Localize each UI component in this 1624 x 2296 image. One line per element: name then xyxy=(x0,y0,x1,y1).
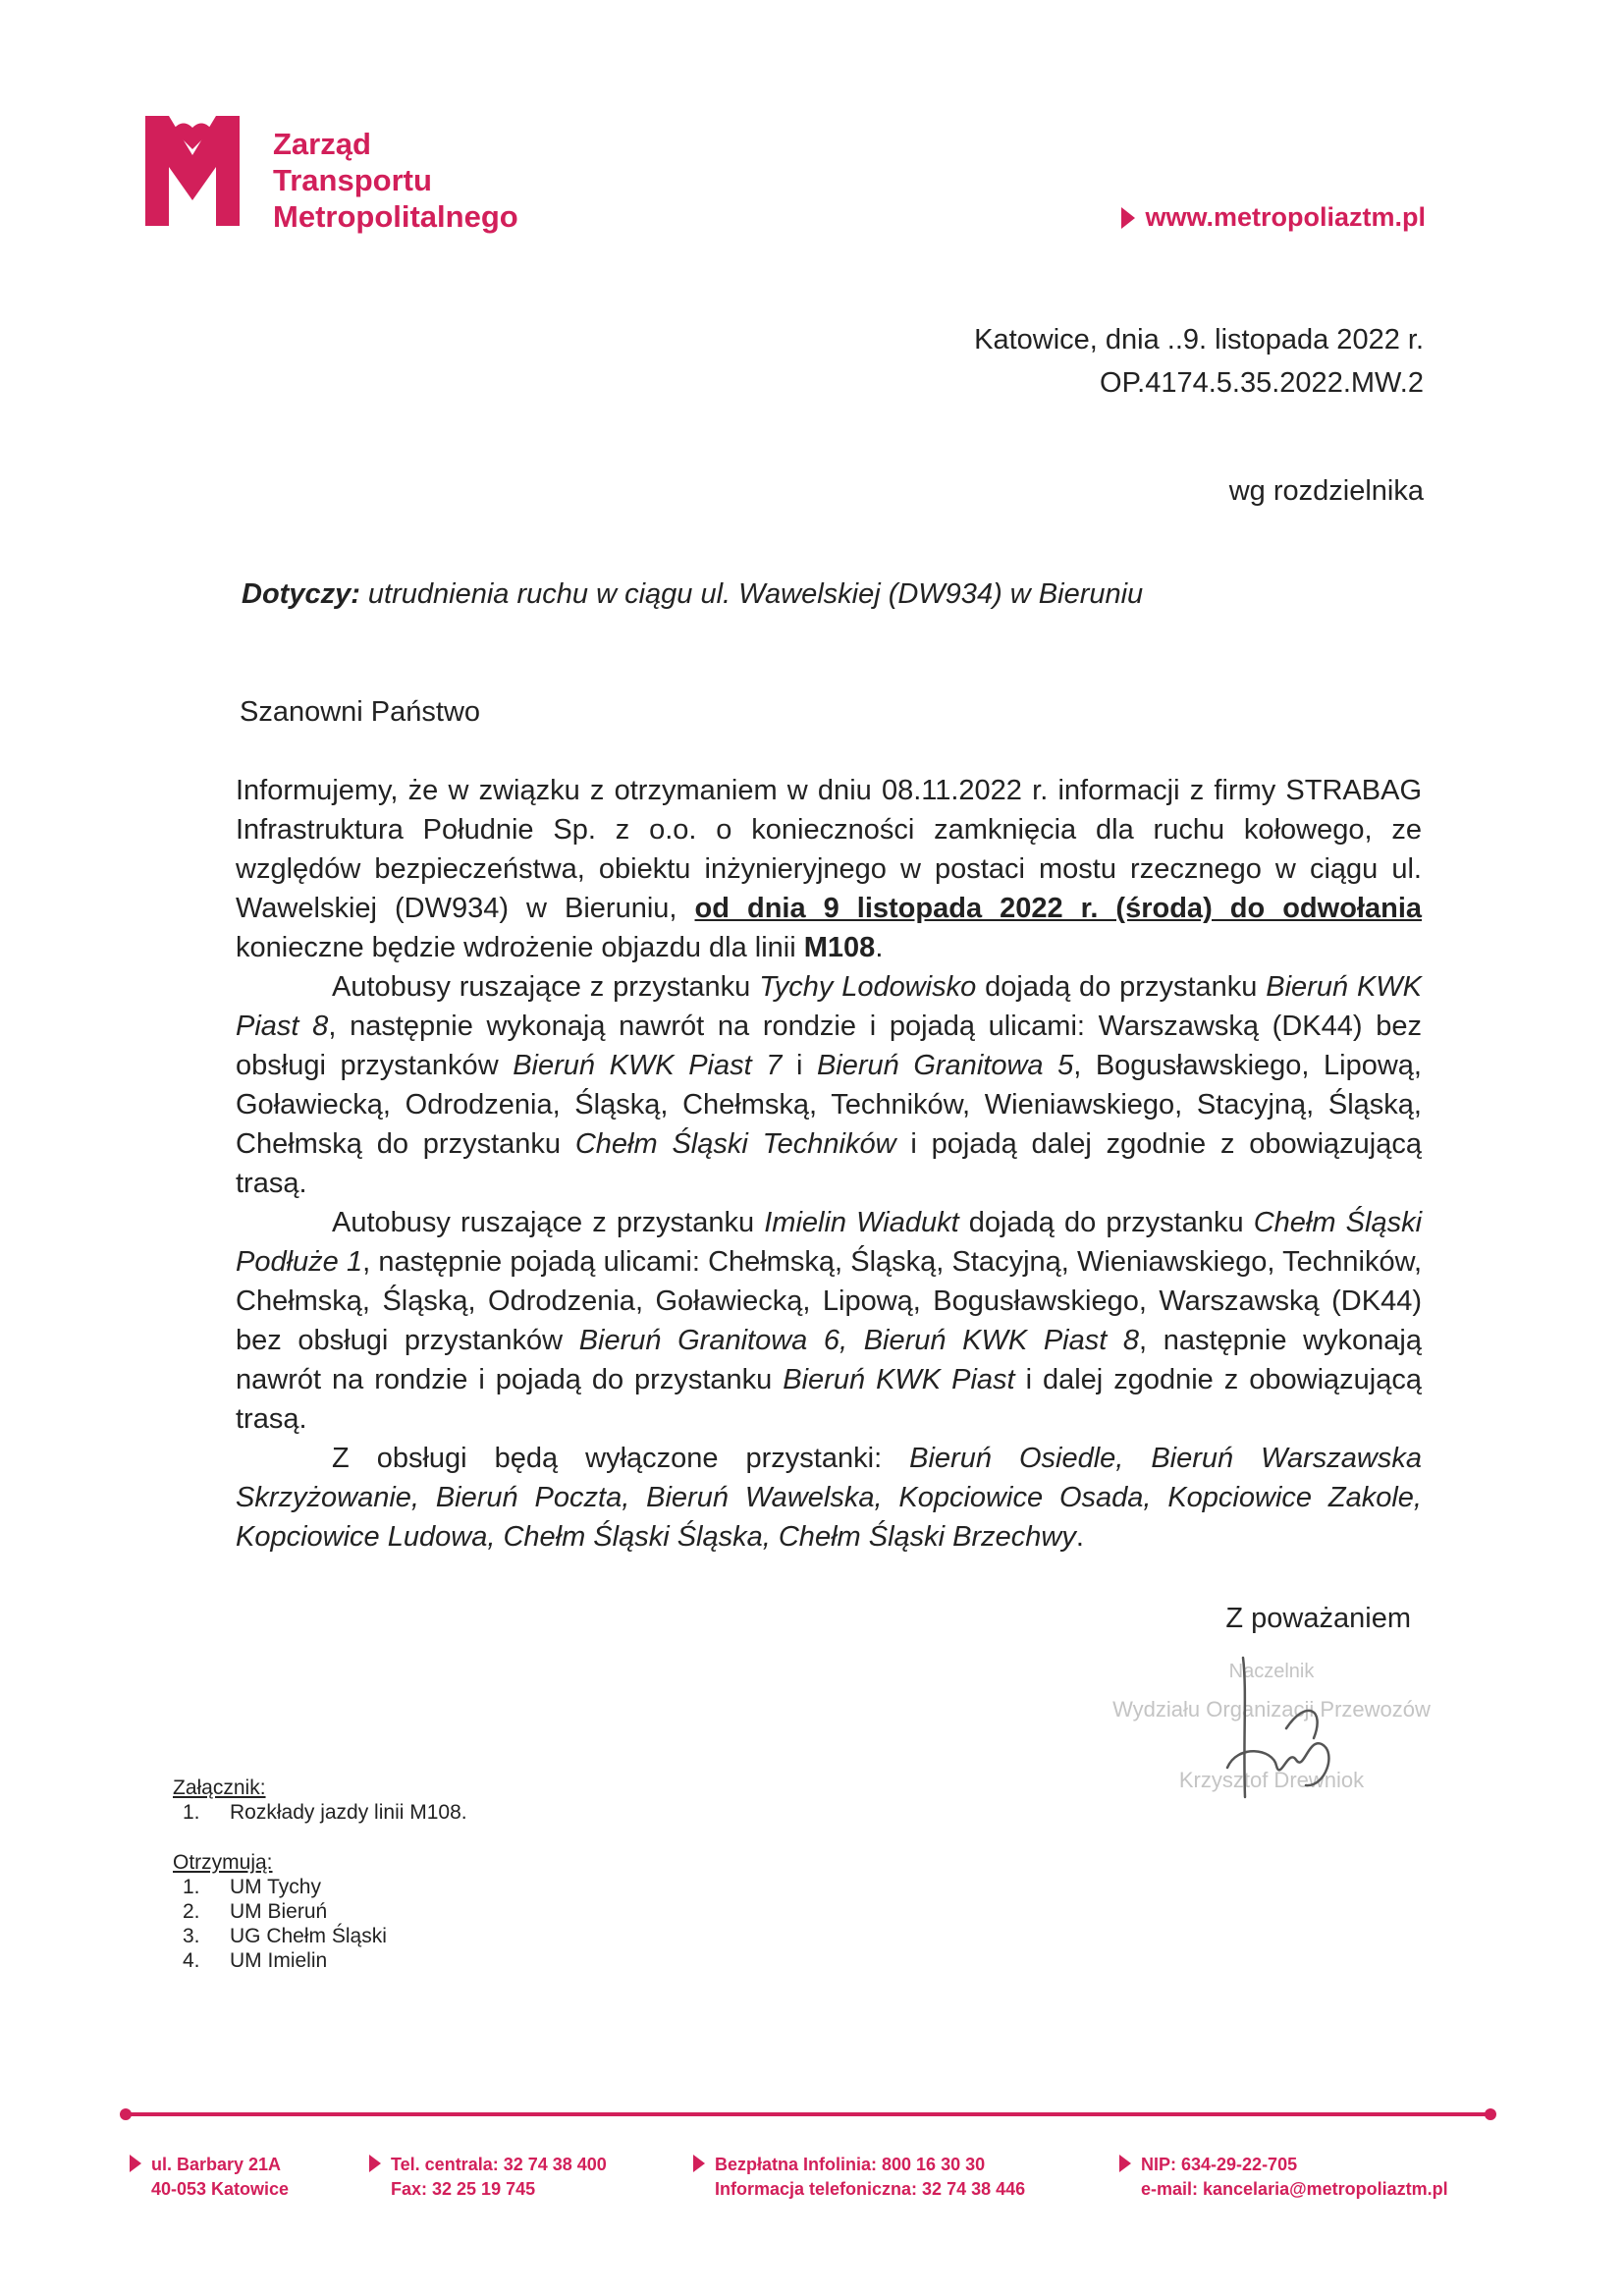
recipient-line: wg rozdzielnika xyxy=(1228,475,1424,507)
date-line: Katowice, dnia ..9. listopada 2022 r. xyxy=(974,324,1424,355)
list-item xyxy=(173,1800,467,1825)
p3-text-b: dojadą do przystanku xyxy=(968,1207,1244,1238)
list-item xyxy=(173,1948,387,1973)
org-name-line-2: Transportu xyxy=(273,163,432,197)
p2-text-b: dojadą do przystanku xyxy=(985,971,1258,1003)
phone-information: Informacja telefoniczna: 32 74 38 446 xyxy=(715,2179,1026,2199)
org-name-line-1: Zarząd xyxy=(273,127,371,161)
p3-text-d: , następnie wykonają nawrót na rondzie i pojadą do przystanku xyxy=(236,1325,1423,1395)
p2-text-f: i pojadą dalej zgodnie z obowiązującą trasą. xyxy=(236,1128,1423,1199)
p1-text-a: Informujemy, że w związku z otrzymaniem w dniu 08.11.2022 r. informacji z firmy STRABAG Infrastruktura Południe Sp. z o.o. o konieczności zamknięcia dla ruchu kołowego, ze względów bezpieczeństwa, obiektu inżynieryjnego w postaci mostu rzecznego w ciągu ul. Wawelskiej (DW934) w Bieruniu, xyxy=(236,775,1422,924)
p1-emphasis: od dnia 9 listopada 2022 r. (środa) do odwołania xyxy=(694,893,1423,924)
item-number: 1. xyxy=(183,1801,200,1824)
arrow-right-icon xyxy=(369,2155,381,2172)
item-text: UM Bieruń xyxy=(230,1900,328,1923)
stop-name: Imielin Wiadukt xyxy=(764,1207,959,1238)
subject-label: Dotyczy: xyxy=(242,578,360,610)
closing: Z poważaniem xyxy=(1225,1603,1411,1634)
attachments-heading: Załącznik: xyxy=(173,1777,266,1799)
footer-address xyxy=(130,2153,289,2202)
list-item xyxy=(173,1875,387,1899)
p2-text-c: , następnie wykonają nawrót na rondzie i pojadą ulicami: Warszawską (DK44) bez obsługi przystanków xyxy=(236,1011,1422,1081)
stop-name: Bieruń KWK Piast 8 xyxy=(236,971,1423,1042)
p3-text-a: Autobusy ruszające z przystanku xyxy=(332,1207,755,1238)
arrow-right-icon xyxy=(1121,207,1135,229)
stop-name: Chełm Śląski Techników xyxy=(574,1128,896,1160)
stop-name: Chełm Śląski Podłuże 1 xyxy=(236,1207,1423,1278)
stamp-line-3: Krzysztof Drewniok xyxy=(1178,1768,1365,1792)
arrow-right-icon xyxy=(1119,2155,1131,2172)
item-text: Rozkłady jazdy linii M108. xyxy=(230,1801,467,1824)
ztm-logo-icon xyxy=(145,116,240,226)
item-text: UM Imielin xyxy=(230,1949,328,1972)
arrow-right-icon xyxy=(130,2155,141,2172)
phone-central: Tel. centrala: 32 74 38 400 xyxy=(391,2155,607,2174)
reference-number: OP.4174.5.35.2022.MW.2 xyxy=(1100,367,1424,399)
item-text: UM Tychy xyxy=(230,1876,321,1898)
footer-phones xyxy=(369,2153,607,2202)
excluded-stops: Bieruń Osiedle, Bieruń Warszawska Skrzyżowanie, Bieruń Poczta, Bieruń Wawelska, Kopciowice Osada, Kopciowice Zakole, Kopciowice Ludowa, Chełm Śląski Śląska, Chełm Śląski Brzechwy xyxy=(236,1443,1422,1553)
signature-stamp xyxy=(1080,1650,1463,1817)
footer-divider xyxy=(126,2112,1490,2116)
recipients-heading: Otrzymują: xyxy=(173,1851,273,1874)
p3-text-c: , następnie pojadą ulicami: Chełmską, Śląską, Stacyjną, Wieniawskiego, Techników, Chełmską, Śląską, Odrodzenia, Goławiecką, Lipową, Bogusławskiego, Warszawską (DK44) bez obsługi przystanków xyxy=(236,1246,1422,1356)
list-item xyxy=(173,1899,387,1924)
paragraph-2 xyxy=(236,967,1422,1203)
p4-text-a: Z obsługi będą wyłączone przystanki: xyxy=(332,1443,883,1474)
item-number: 3. xyxy=(183,1925,200,1947)
footer-contact xyxy=(1119,2153,1448,2202)
item-number: 2. xyxy=(183,1900,200,1923)
arrow-right-icon xyxy=(693,2155,705,2172)
website-text: www.metropoliaztm.pl xyxy=(1145,202,1426,232)
item-number: 1. xyxy=(183,1876,200,1898)
p1-text-b: konieczne będzie wdrożenie objazdu dla linii xyxy=(236,932,796,963)
p3-text-e: i dalej zgodnie z obowiązującą trasą. xyxy=(236,1364,1422,1435)
address-street: ul. Barbary 21A xyxy=(151,2155,282,2174)
stop-name: Bieruń KWK Piast xyxy=(783,1364,1015,1395)
item-text: UG Chełm Śląski xyxy=(230,1925,387,1947)
list-item xyxy=(173,1924,387,1948)
greeting: Szanowni Państwo xyxy=(240,696,481,728)
p1-end: . xyxy=(875,932,884,963)
paragraph-4 xyxy=(236,1439,1422,1557)
line-number: M108 xyxy=(803,932,876,963)
p2-text-e: , Bogusławskiego, Lipową, Goławiecką, Odrodzenia, Śląską, Chełmską, Techników, Wieniawskiego, Stacyjną, Śląską, Chełmską do przystanku xyxy=(236,1050,1422,1160)
attachments-list xyxy=(173,1776,467,1825)
stamp-line-1: Naczelnik xyxy=(1228,1661,1315,1682)
stop-name: Bieruń KWK Piast 7 xyxy=(513,1050,783,1081)
fax-number: Fax: 32 25 19 745 xyxy=(391,2179,536,2199)
divider-dot-left xyxy=(120,2108,132,2120)
stop-name: Bieruń Granitowa 6, Bieruń KWK Piast 8 xyxy=(578,1325,1140,1356)
email-address[interactable]: e-mail: kancelaria@metropoliaztm.pl xyxy=(1141,2179,1448,2199)
p2-text-a: Autobusy ruszające z przystanku xyxy=(332,971,751,1003)
paragraph-1 xyxy=(236,771,1422,967)
subject-text: utrudnienia ruchu w ciągu ul. Wawelskiej (DW934) w Bieruniu xyxy=(367,578,1144,610)
item-number: 4. xyxy=(183,1949,200,1972)
stamp-line-2: Wydziału Organizacji Przewozów xyxy=(1112,1697,1431,1722)
divider-dot-right xyxy=(1485,2108,1496,2120)
letter-body xyxy=(236,771,1422,1557)
org-name-line-3: Metropolitalnego xyxy=(273,199,518,234)
subject-line xyxy=(242,578,1143,611)
recipients-list xyxy=(173,1850,387,1973)
nip-number: NIP: 634-29-22-705 xyxy=(1141,2155,1298,2174)
free-infoline: Bezpłatna Infolinia: 800 16 30 30 xyxy=(715,2155,986,2174)
p2-text-d: i xyxy=(795,1050,803,1081)
address-city: 40-053 Katowice xyxy=(151,2179,290,2199)
stop-name: Tychy Lodowisko xyxy=(759,971,977,1003)
footer-infoline xyxy=(693,2153,1025,2202)
p4-end: . xyxy=(1075,1521,1084,1553)
website-link[interactable] xyxy=(1121,202,1426,233)
stop-name: Bieruń Granitowa 5 xyxy=(816,1050,1074,1081)
paragraph-3 xyxy=(236,1203,1422,1439)
organization-name xyxy=(273,126,518,235)
